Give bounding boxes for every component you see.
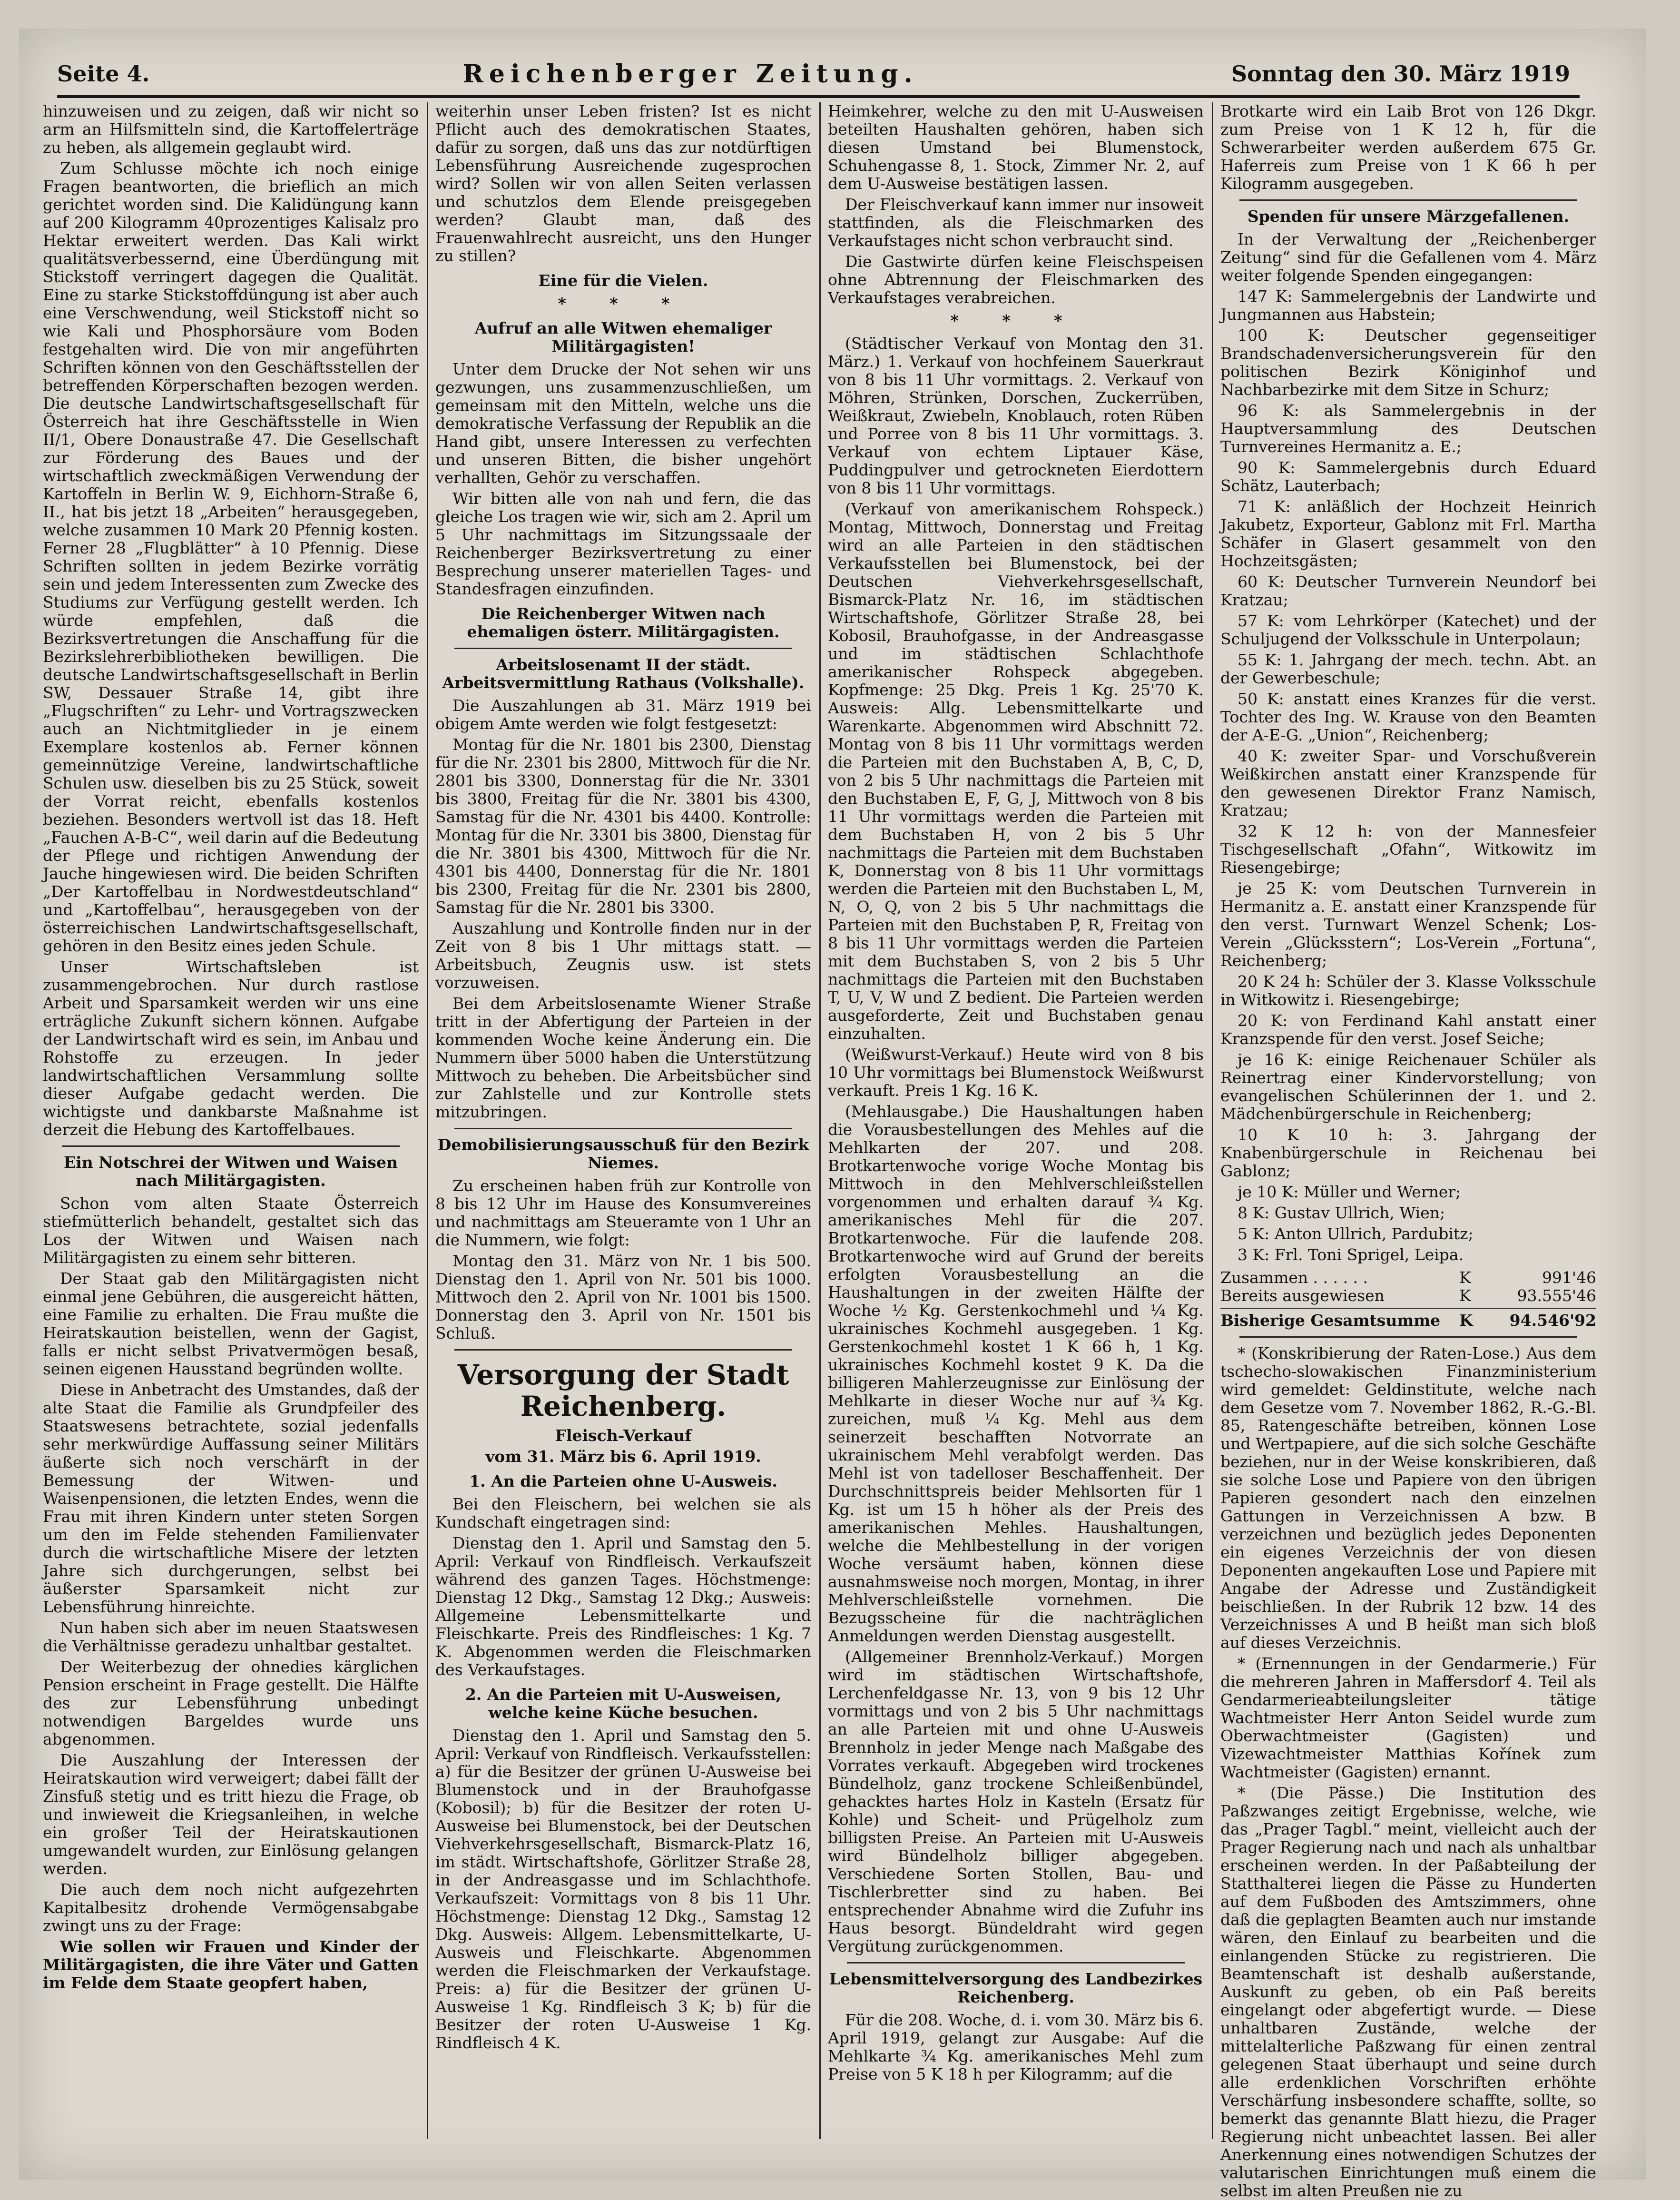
- signature: Eine für die Vielen.: [538, 271, 708, 290]
- paragraph: hinzuweisen und zu zeigen, daß wir nicht so arm an Hilfsmitteln sind, die Kartoffelerträge zu heben, als allgemein geglaubt wird.: [43, 102, 419, 157]
- list-item: 3 K: Frl. Toni Sprigel, Leipa.: [1238, 1245, 1464, 1264]
- column-4: [1220, 102, 1596, 2200]
- paragraph: Dienstag den 1. April und Samstag den 5. April: Verkauf von Rindfleisch. Verkaufsstellen: a) für die Besitzer der grünen U-Ausweise bei Blumenstock und in der Brauhofgasse (Kobosil); b) für die Besitzer der roten U-Ausweise bei Blumenstock, bei der Deutschen Viehverkehrsgesellschaft, Bismarck-Platz 16, im städt. Wirtschaftshofe, Görlitzer Straße 28, in der Andreasgasse und im Schlachthofe. Verkaufszeit: Vormittags von 8 bis 11 Uhr. Höchstmenge: Dienstag 12 Dkg., Samstag 12 Dkg. Ausweis: Allgem. Lebensmittelkarte, U-Ausweis und Fleischkarte. Abgenommen werden die Fleischmarken der Verkaufstage. Preis: a) für die Besitzer der grünen U-Ausweise 1 Kg. Rindfleisch 3 K; b) für die Besitzer der roten U-Ausweise 1 Kg. Rindfleisch 4 K.: [435, 1726, 811, 2052]
- paragraph: * (Die Pässe.) Die Institution des Paßzwanges zeitigt Ergebnisse, welche, wie das „Prager Tagbl.“ meint, vielleicht auch der Prager Regierung nach und nach als unhaltbar erscheinen werden. In der Paßabteilung der Statthalterei liegen die Pässe zu Hunderten auf dem Fußboden des Amtszimmers, ohne daß die geplagten Beamten auch nur imstande wären, den Einlauf zu bearbeiten und die einlangenden Stücke zu registrieren. Die Beamtenschaft ist deshalb außerstande, Auskunft zu geben, ob ein Paß bereits eingelangt oder abgefertigt wurde. — Diese unhaltbaren Zustände, welche der mittelalterliche Paßzwang für einen zentral gelegenen Staat überhaupt und seine durch alle erdenklichen Vorschriften erhöhte Verschärfung insbesondere schaffte, sollte, so bemerkt das genannte Blatt hiezu, die Prager Regierung nicht unbeachtet lassen. Bei aller Anerkennung eines notwendigen Schutzes der valutarischen Einrichtungen muß einem die selbst im alten Preußen nie zu: [1220, 1784, 1596, 2200]
- total-amount: 991'46: [1542, 1268, 1596, 1287]
- article-heading: Spenden für unsere Märzgefallenen.: [1247, 207, 1570, 226]
- total-amount: 93.555'46: [1517, 1286, 1596, 1305]
- list-item: 100 K: Deutscher gegenseitiger Brandschadenversicherungsverein für den politischen Bezirk Königinhof und Nachbarbezirke mit dem Sitze in Schurz;: [1220, 326, 1596, 399]
- list-item: 40 K: zweiter Spar- und Vorschußverein Weißkirchen anstatt einer Kranzspende für den gewesenen Direktor Franz Namisch, Kratzau;: [1220, 747, 1596, 819]
- table-row: [1220, 1312, 1596, 1330]
- paragraph: Diese in Anbetracht des Umstandes, daß der alte Staat die Familie als Grundpfeiler des Staatswesens betrachtete, sozial jedenfalls sehr merkwürdige Auffassung seiner Militärs äußerte sich noch verschärft in der Bemessung der Witwen- und Waisenpensionen, die letzten Endes, wenn die Frau mit ihren Kindern unter steten Sorgen um den im Felde stehenden Familienvater durch die wirtschaftliche Misere der letzten Jahre sich durchgerungen, selbst bei äußerster Sparsamkeit nicht zur Lebensführung hinreichte.: [43, 1381, 419, 1616]
- article-heading: Aufruf an alle Witwen ehemaliger Militärgagisten!: [474, 319, 772, 355]
- paragraph: Der Fleischverkauf kann immer nur insoweit stattfinden, als die Fleischmarken des Verkaufstages nicht schon verbraucht sind.: [828, 195, 1204, 250]
- paragraph: Die auch dem noch nicht aufgezehrten Kapitalbesitz drohende Vermögensabgabe zwingt uns zu der Frage:: [43, 1880, 419, 1935]
- article-heading: Lebensmittelversorgung des Landbezirkes Reichenberg.: [829, 1970, 1203, 2006]
- paragraph: In der Verwaltung der „Reichenberger Zeitung“ sind für die Gefallenen vom 4. März weiter folgende Spenden eingegangen:: [1220, 230, 1596, 285]
- paragraph: Brotkarte wird ein Laib Brot von 126 Dkgr. zum Preise von 1 K 12 h, für die Schwerarbeiter werden außerdem 675 Gr. Haferreis zum Preise von 1 K 66 h per Kilogramm ausgegeben.: [1220, 102, 1596, 193]
- column-divider: [1212, 102, 1213, 2139]
- paragraph: Zum Schlusse möchte ich noch einige Fragen beantworten, die brieflich an mich gerichtet worden sind. Die Kalidüngung kann auf 200 Kilogramm 40prozentiges Kalisalz pro Hektar erweitert werden. Das Kali wirkt qualitätsverbessernd, eine Überdüngung mit Stickstoff verringert dagegen die Qualität. Eine zu starke Stickstoffdüngung ist aber auch eine Verschwendung, weil Stickstoff nicht so wie Kali und Phosphorsäure vom Boden festgehalten wird. Die von mir angeführten Schriften können von den Geschäftsstellen der betreffenden Körperschaften bezogen werden. Die deutsche Landwirtschaftsgesellschaft für Österreich hat ihre Geschäftsstelle in Wien II/1, Obere Donaustraße 47. Die Gesellschaft zur Förderung des Baues und der wirtschaftlich zweckmäßigen Verwendung der Kartoffeln in Berlin W. 9, Eichhorn-Straße 6, II., hat bis jetzt 18 „Arbeiten“ herausgegeben, welche zusammen 10 Mark 20 Pfennig kosten. Ferner 28 „Flugblätter“ à 10 Pfennig. Diese Schriften sollten in jedem Bezirke vorrätig sein und jedem Interessenten zum Zwecke des Studiums zur Verfügung gestellt werden. Ich würde empfehlen, daß die Bezirksvertretungen die Anschaffung für die Bezirkslehrerbibliotheken bewilligen. Die deutsche Landwirtschaftsgesellschaft in Berlin SW, Dessauer Straße 14, gibt ihre „Flugschriften“ zu Lehr- und Vortragszwecken auch an Nichtmitglieder in je einem Exemplare kostenlos ab. Ferner können gemeinnützige Vereine, landwirtschaftliche Schulen usw. dieselben bis zu 25 Stück, soweit der Vorrat reicht, ebenfalls kostenlos beziehen. Besonders wertvoll ist das 18. Heft „Fauchen A-B-C“, weil darin auf die Bedeutung der Pflege und richtigen Anwendung der Jauche hingewiesen wird. Die beiden Schriften „Der Kartoffelbau in Nordwestdeutschland“ und „Kartoffelbau“, herausgegeben von der österreichischen Landwirtschaftsgesellschaft, gehören in den Besitz eines jeden Schule.: [43, 159, 419, 955]
- paragraph: Der Staat gab den Militärgagisten nicht einmal jene Gebühren, die ausgereicht hätten, eine Familie zu erhalten. Die Frau mußte die Heiratskaution beistellen, wenn der Gagist, falls er nicht selbst Privatvermögen besaß, seinen eigenen Hausstand begründen wollte.: [43, 1269, 419, 1378]
- column-divider: [427, 102, 428, 2139]
- total-label: Zusammen . . . . . .: [1220, 1268, 1368, 1287]
- list-item: 57 K: vom Lehrkörper (Katechet) und der Schuljugend der Volksschule in Unterpolaun;: [1220, 612, 1596, 648]
- totals-rule: [1220, 1308, 1596, 1309]
- paragraph: Bei dem Arbeitslosenamte Wiener Straße tritt in der Abfertigung der Parteien in der kommenden Woche keine Änderung ein. Die Nummern über 5000 haben die Unterstützung Mittwoch zu beheben. Die Arbeitsbücher sind zur Zahlstelle und zur Kontrolle stets mitzubringen.: [435, 994, 811, 1121]
- total-label: Bisherige Gesamtsumme: [1220, 1311, 1441, 1330]
- column-2: [435, 102, 811, 2139]
- newspaper-title: Reichenberger Zeitung.: [462, 59, 918, 89]
- paragraph: Wie sollen wir Frauen und Kinder der Militärgagisten, die ihre Väter und Gatten im Felde dem Staate geopfert haben,: [43, 1937, 419, 1992]
- column-divider: [819, 102, 821, 2139]
- article-heading: Arbeitslosenamt II der städt. Arbeitsvermittlung Rathaus (Volkshalle).: [442, 655, 805, 692]
- paragraph: Zu erscheinen haben früh zur Kontrolle von 8 bis 12 Uhr im Hause des Konsumvereines und nachmittags am Steueramte von 1 Uhr an die Nummern, wie folgt:: [435, 1176, 811, 1249]
- list-item: je 10 K: Müller und Werner;: [1238, 1183, 1461, 1201]
- section-rule: [454, 648, 792, 649]
- list-item: 20 K: von Ferdinand Kahl anstatt einer Kranzspende für den verst. Josef Seiche;: [1220, 1011, 1596, 1048]
- list-item: 55 K: 1. Jahrgang der mech. techn. Abt. an der Gewerbeschule;: [1220, 651, 1596, 687]
- list-item: je 25 K: vom Deutschen Turnverein in Hermanitz a. E. anstatt einer Kranzspende für den verst. Turnwart Wenzel Schenk; Los-Verein „Glücksstern“; Los-Verein „Fortuna“, Reichenberg;: [1220, 879, 1596, 970]
- column-3: [828, 102, 1204, 2139]
- list-item: je 16 K: einige Reichenauer Schüler als Reinertrag einer Kindervorstellung; von evangelischen Schülerinnen der 1. und 2. Mädchenbürgerschule in Reichenberg;: [1220, 1050, 1596, 1123]
- issue-date: Sonntag den 30. März 1919: [1231, 61, 1570, 87]
- paragraph: Auszahlung und Kontrolle finden nur in der Zeit von 8 bis 1 Uhr mittags statt. — Arbeitsbuch, Zeugnis usw. ist stets vorzuweisen.: [435, 919, 811, 992]
- article-heading: 1. An die Parteien ohne U-Ausweis.: [469, 1472, 777, 1490]
- separator-stars: * * *: [558, 294, 689, 313]
- total-unit: K: [1459, 1286, 1471, 1305]
- table-row: [1220, 1269, 1596, 1287]
- paragraph: Unser Wirtschaftsleben ist zusammengebrochen. Nur durch rastlose Arbeit und Sparsamkeit werden wir uns eine erträgliche Zukunft sichern können. Aufgabe der Landwirtschaft wird es sein, im Anbau und Rohstoffe zu erzeugen. In jeder landwirtschaftlichen Versammlung sollte dieser Aufgabe gedacht werden. Die wichtigste und dankbarste Maßnahme ist derzeit die Hebung des Kartoffelbaues.: [43, 957, 419, 1139]
- total-unit: K: [1459, 1311, 1473, 1330]
- list-item: 90 K: Sammelergebnis durch Eduard Schätz, Lauterbach;: [1220, 458, 1596, 495]
- list-item: 5 K: Anton Ullrich, Pardubitz;: [1238, 1224, 1474, 1243]
- paragraph: (Weißwurst-Verkauf.) Heute wird von 8 bis 10 Uhr vormittags bei Blumenstock Weißwurst verkauft. Preis 1 Kg. 16 K.: [828, 1045, 1204, 1100]
- list-item: 50 K: anstatt eines Kranzes für die verst. Tochter des Ing. W. Krause von den Beamten der A-E-G. „Union“, Reichenberg;: [1220, 690, 1596, 744]
- separator-stars: * * *: [950, 311, 1081, 330]
- list-item: 60 K: Deutscher Turnverein Neundorf bei Kratzau;: [1220, 572, 1596, 609]
- paragraph: weiterhin unser Leben fristen? Ist es nicht Pflicht auch des demokratischen Staates, dafür zu sorgen, daß uns das zur notdürftigen Lebensführung Ausreichende zugesprochen wird? Sollen wir von allen Seiten verlassen und schutzlos dem Elende preisgegeben werden? Glaubt man, daß des Frauenwahlrecht ausreicht, uns den Hunger zu stillen?: [435, 102, 811, 265]
- paragraph: * (Konskribierung der Raten-Lose.) Aus dem tschecho-slowakischen Finanzministerium wird gemeldet: Geldinstitute, welche nach dem Gesetze vom 7. November 1862, R.-G.-Bl. 85, Ratengeschäfte betreiben, können Lose und Wertpapiere, auf die sich solche Geschäfte beziehen, nur in der Weise konskribieren, daß sie solche Lose und Papiere von den übrigen Papieren gesondert nach den einzelnen Gattungen in Verzeichnissen A bzw. B verzeichnen und bezüglich jedes Deponenten ein eigenes Verzeichnis der von diesen Deponenten angekauften Lose und Papiere mit Angabe der Adresse und Zuständigkeit beischließen. In der Rubrik 12 bzw. 14 des Verzeichnisses A und B heißt man sich bloß auf dieses Verzeichnis.: [1220, 1344, 1596, 1652]
- donation-totals: [1220, 1269, 1596, 1330]
- signature: Die Reichenberger Witwen nach ehemaligen österr. Militärgagisten.: [467, 604, 780, 641]
- section-headline: Versorgung der Stadt Reichenberg.: [457, 1359, 789, 1422]
- section-rule: [454, 1128, 792, 1129]
- total-label: Bereits ausgewiesen: [1220, 1286, 1385, 1305]
- total-unit: K: [1459, 1268, 1471, 1287]
- list-item: 8 K: Gustav Ullrich, Wien;: [1238, 1204, 1445, 1222]
- paragraph: Die Auszahlung der Interessen der Heiratskaution wird verweigert; dabei fällt der Zinsfuß stetig und es tritt hiezu die Frage, ob und inwieweit die Kriegsanleihen, in welche ein großer Teil der Heiratskautionen umgewandelt wurden, zur Einlösung gelangen werden.: [43, 1751, 419, 1878]
- paragraph: (Mehlausgabe.) Die Haushaltungen haben die Vorausbestellungen des Mehles auf die Mehlkarten der 207. und 208. Brotkartenwoche vorige Woche Montag bis Mittwoch in den Mehlverschleißstellen vorgenommen und erhalten darauf ¾ Kg. amerikanisches Mehl für die 207. Brotkartenwoche. Für die laufende 208. Brotkartenwoche wird auf Grund der bereits erfolgten Vorausbestellung an die Haushaltungen in der zweiten Hälfte der Woche ½ Kg. Gerstenkochmehl und ¼ Kg. ukrainisches Kochmehl ausgegeben. 1 Kg. Gerstenkochmehl kostet 1 K 66 h, 1 Kg. ukrainisches Kochmehl kostet 9 K. Da die billigeren Mahlerzeugnisse zur Einlösung der Mehlkarte in dieser Woche nur auf ¾ Kg. zureichen, muß ¼ Kg. Mehl aus dem seinerzeit beschafften Notvorrate an ukrainischem Mehl verabfolgt werden. Das Mehl ist von tadelloser Beschaffenheit. Der Durchschnittspreis beider Mehlsorten für 1 Kg. ist um 15 h höher als der Preis des amerikanischen Mehles. Haushaltungen, welche die Mehlbestellung in der vorigen Woche versäumt haben, können diese ausnahmsweise noch morgen, Montag, in ihrer Mehlverschleißstelle vornehmen. Die Bezugsscheine für die nachträglichen Anmeldungen werden Dienstag ausgestellt.: [828, 1102, 1204, 1645]
- paragraph: Bei den Fleischern, bei welchen sie als Kundschaft eingetragen sind:: [435, 1495, 811, 1531]
- column-1: [43, 102, 419, 2139]
- list-item: 96 K: als Sammelergebnis in der Hauptversammlung des Deutschen Turnvereines Hermanitz a. E.;: [1220, 401, 1596, 456]
- paragraph: Die Gastwirte dürfen keine Fleischspeisen ohne Abtrennung der Fleischmarken des Verkaufstages verabreichen.: [828, 252, 1204, 307]
- subheading: Fleisch-Verkauf: [555, 1426, 692, 1445]
- section-rule: [454, 1349, 792, 1351]
- paragraph: (Städtischer Verkauf von Montag den 31. März.) 1. Verkauf von hochfeinem Sauerkraut von 8 bis 11 Uhr vormittags. 2. Verkauf von Möhren, Strünken, Dorschen, Zuckerrüben, Weißkraut, Zwiebeln, Knoblauch, roten Rüben und Porree von 8 bis 11 Uhr vormittags. 3. Verkauf von echtem Liptauer Käse, Puddingpulver und getrockneten Eierdottern von 8 bis 11 Uhr vormittags.: [828, 334, 1204, 497]
- list-item: 10 K 10 h: 3. Jahrgang der Knabenbürgerschule in Reichenau bei Gablonz;: [1220, 1125, 1596, 1180]
- paragraph: Unter dem Drucke der Not sehen wir uns gezwungen, uns zusammenzuschließen, um gemeinsam mit den Mitteln, welche uns die demokratische Verfassung der Republik an die Hand gibt, unsere Interessen zu verfechten und unseren Bitten, die bisher ungehört verhallten, Gehör zu verschaffen.: [435, 360, 811, 487]
- paragraph: Die Auszahlungen ab 31. März 1919 bei obigem Amte werden wie folgt festgesetzt:: [435, 696, 811, 733]
- section-rule: [1239, 1336, 1577, 1338]
- page-header: [57, 57, 1570, 90]
- paragraph: * (Ernennungen in der Gendarmerie.) Für die mehreren Jahren in Maffersdorf 4. Teil als Gendarmerieabteilungsleiter tätige Wachtmeister Herr Anton Seidel wurde zum Oberwachtmeister (Gagisten) und Vizewachtmeister Matthias Kořínek zum Wachtmeister (Gagisten) ernannt.: [1220, 1654, 1596, 1781]
- subheading: vom 31. März bis 6. April 1919.: [485, 1447, 761, 1466]
- section-rule: [1239, 199, 1577, 201]
- paragraph: Nun haben sich aber im neuen Staatswesen die Verhältnisse geradezu unhaltbar gestaltet.: [43, 1618, 419, 1655]
- list-item: 20 K 24 h: Schüler der 3. Klasse Volksschule in Witkowitz i. Riesengebirge;: [1220, 972, 1596, 1009]
- total-amount: 94.546'92: [1509, 1311, 1596, 1330]
- header-rule: [57, 95, 1580, 98]
- paragraph: Wir bitten alle von nah und fern, die das gleiche Los tragen wie wir, sich am 2. April um 5 Uhr nachmittags im Sitzungssaale der Reichenberger Bezirksvertretung zu einer Besprechung unserer materiellen Tages- und Standesfragen einzufinden.: [435, 489, 811, 598]
- list-item: 147 K: Sammelergebnis der Landwirte und Jungmannen aus Habstein;: [1220, 287, 1596, 324]
- article-heading: Ein Notschrei der Witwen und Waisen nach Militärgagisten.: [64, 1153, 398, 1190]
- page-number: Seite 4.: [57, 61, 150, 87]
- table-row: [1220, 1287, 1596, 1305]
- paragraph: Heimkehrer, welche zu den mit U-Ausweisen beteilten Haushalten gehören, haben sich diesen Umstand bei Blumenstock, Schuhengasse 8, 1. Stock, Zimmer Nr. 2, auf dem U-Ausweise bestätigen lassen.: [828, 102, 1204, 193]
- paragraph: Schon vom alten Staate Österreich stiefmütterlich behandelt, gestaltet sich das Los der Witwen und Waisen nach Militärgagisten zu einem sehr bitteren.: [43, 1194, 419, 1267]
- paragraph: (Allgemeiner Brennholz-Verkauf.) Morgen wird im städtischen Wirtschaftshofe, Lerchenfeldgasse Nr. 13, von 9 bis 12 Uhr vormittags und von 2 bis 5 Uhr nachmittags an alle Parteien mit und ohne U-Ausweis Brennholz in jeder Menge nach Maßgabe des Vorrates verkauft. Abgegeben wird trockenes Bündelholz, ganz trockene Schleißenbündel, gehacktes hartes Holz in Kasteln (Ersatz für Kohle) und Scheit- und Prügelholz zum billigsten Preise. An Parteien mit U-Ausweis wird Bündelholz billiger abgegeben. Verschiedene Sorten Stollen, Bau- und Tischlerbretter sind zu haben. Bei entsprechender Abnahme wird die Zufuhr ins Haus besorgt. Bündeldraht wird gegen Vergütung zurückgenommen.: [828, 1648, 1204, 1955]
- paragraph: Montag für die Nr. 1801 bis 2300, Dienstag für die Nr. 2301 bis 2800, Mittwoch für die Nr. 2801 bis 3300, Donnerstag für die Nr. 3301 bis 3800, Freitag für die Nr. 3801 bis 4300, Samstag für die Nr. 4301 bis 4400. Kontrolle: Montag für die Nr. 3301 bis 3800, Dienstag für die Nr. 3801 bis 4300, Mittwoch für die Nr. 4301 bis 4400, Donnerstag für die Nr. 1801 bis 2300, Freitag für die Nr. 2301 bis 2800, Samstag für die Nr. 2801 bis 3300.: [435, 735, 811, 917]
- paragraph: Montag den 31. März von Nr. 1 bis 500. Dienstag den 1. April von Nr. 501 bis 1000. Mittwoch den 2. April von Nr. 1001 bis 1500. Donnerstag den 3. April von Nr. 1501 bis Schluß.: [435, 1252, 811, 1342]
- section-rule: [62, 1145, 400, 1147]
- list-item: 71 K: anläßlich der Hochzeit Heinrich Jakubetz, Exporteur, Gablonz mit Frl. Martha Schäfer in Glasert gesammelt von den Hochzeitsgästen;: [1220, 497, 1596, 570]
- paragraph: (Verkauf von amerikanischem Rohspeck.) Montag, Mittwoch, Donnerstag und Freitag wird an alle Parteien in den städtischen Verkaufsstellen bei Blumenstock, bei der Deutschen Viehverkehrsgesellschaft, Bismarck-Platz Nr. 16, im städtischen Wirtschaftshofe, Görlitzer Straße 28, bei Kobosil, Brauhofgasse, in der Andreasgasse und im städtischen Schlachthofe amerikanischer Rohspeck abgegeben. Kopfmenge: 25 Dkg. Preis 1 Kg. 25'70 K. Ausweis: Allg. Lebensmittelkarte und Warenkarte. Abgenommen wird Abschnitt 72. Montag von 8 bis 11 Uhr vormittags werden die Parteien mit den Buchstaben A, B, C, D, von 2 bis 5 Uhr nachmittags die Parteien mit den Buchstaben E, F, G, J, Mittwoch von 8 bis 11 Uhr vormittags werden die Parteien mit dem Buchstaben H, von 2 bis 5 Uhr nachmittags die Parteien mit dem Buchstaben K, Donnerstag von 8 bis 11 Uhr vormittags werden die Parteien mit den Buchstaben L, M, N, O, Q, von 2 bis 5 Uhr nachmittags die Parteien mit den Buchstaben P, R, Freitag von 8 bis 11 Uhr vormittags werden die Parteien mit dem Buchstaben S, von 2 bis 5 Uhr nachmittags die Parteien mit den Buchstaben T, U, V, W und Z bedient. Die Parteien werden ausgeforderte, Zeit und Buchstaben genau einzuhalten.: [828, 500, 1204, 1043]
- paragraph: Der Weiterbezug der ohnedies kärglichen Pension erscheint in Frage gestellt. Die Hälfte des zur Lebensführung unbedingt notwendigen Bargeldes wurde uns abgenommen.: [43, 1657, 419, 1748]
- paragraph: Für die 208. Woche, d. i. vom 30. März bis 6. April 1919, gelangt zur Ausgabe: Auf die Mehlkarte ¾ Kg. amerikanisches Mehl zum Preise von 5 K 18 h per Kilogramm; auf die: [828, 2011, 1204, 2083]
- donation-list: [1220, 287, 1596, 1264]
- paragraph: Dienstag den 1. April und Samstag den 5. April: Verkauf von Rindfleisch. Verkaufszeit während des ganzen Tages. Höchstmenge: Dienstag 12 Dkg., Samstag 12 Dkg.; Ausweis: Allgemeine Lebensmittelkarte und Fleischkarte. Preis des Rindfleisches: 1 Kg. 7 K. Abgenommen werden die Fleischmarken des Verkaufstages.: [435, 1534, 811, 1679]
- list-item: 32 K 12 h: von der Mannesfeier Tischgesellschaft „Ofahn“, Witkowitz im Riesengebirge;: [1220, 822, 1596, 877]
- article-heading: 2. An die Parteien mit U-Ausweisen, welche keine Küche besuchen.: [465, 1685, 782, 1722]
- section-rule: [847, 1962, 1185, 1963]
- article-heading: Demobilisierungsausschuß für den Bezirk Niemes.: [437, 1135, 809, 1172]
